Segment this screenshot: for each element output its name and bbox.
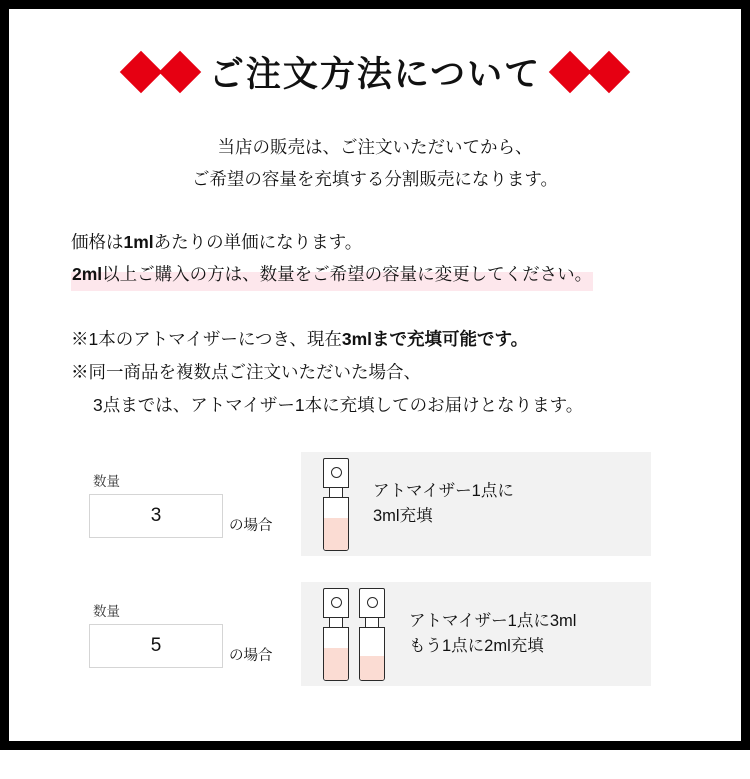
note-1-suffix: まで充填可能です。 (372, 328, 529, 349)
lead-line-2: ご希望の容量を充填する分割販売になります。 (191, 169, 559, 190)
diamond-icon (159, 51, 201, 93)
example-text-line-2: もう1点に2ml充填 (409, 637, 544, 656)
quantity-input[interactable]: 3 (89, 494, 223, 538)
quantity-inline (89, 624, 301, 668)
price-line-1 (71, 226, 741, 258)
atomizer-cap-icon (323, 458, 349, 488)
example-text-line-2: 3ml充填 (373, 507, 433, 526)
price-block (9, 226, 741, 291)
atomizer-neck-icon (329, 488, 343, 497)
notes-block (9, 323, 741, 423)
diamond-ornament-right-icon (555, 57, 624, 87)
quantity-column (89, 470, 301, 538)
example-row (89, 582, 741, 686)
example-panel (301, 452, 651, 556)
note-line-2: ※同一商品を複数点ご注文いただいた場合、 (71, 361, 421, 382)
quantity-inline (89, 494, 301, 538)
atomizer-group (323, 588, 385, 681)
page-title-row (9, 47, 741, 97)
atomizer-body-icon (359, 627, 385, 681)
atomizer-neck-icon (365, 618, 379, 627)
quantity-input[interactable]: 5 (89, 624, 223, 668)
lead-line-1: 当店の販売は、ご注文いただいてから、 (217, 137, 533, 157)
note-1-capacity: 3ml (341, 328, 372, 349)
diamond-icon (120, 51, 162, 93)
example-panel (301, 582, 651, 686)
example-text-line-1: アトマイザー1点に3ml (409, 611, 577, 630)
note-line-1 (71, 323, 741, 356)
price-line-1-prefix: 価格は (71, 231, 124, 252)
atomizer-fill-level (324, 648, 348, 680)
example-row (89, 452, 741, 556)
price-line-2 (71, 258, 593, 290)
price-line-1-suffix: あたりの単価になります。 (153, 231, 363, 252)
price-threshold-value: 2ml (72, 264, 103, 285)
atomizer-neck-icon (329, 618, 343, 627)
atomizer-nozzle-icon (367, 597, 378, 608)
example-text-line-1: アトマイザー1点に (373, 481, 514, 500)
quantity-label: 数量 (93, 474, 120, 490)
atomizer-fill-level (324, 518, 348, 550)
quantity-label: 数量 (93, 604, 120, 620)
atomizer-icon (359, 588, 385, 681)
atomizer-fill-level (360, 656, 384, 679)
atomizer-icon (323, 588, 349, 681)
price-unit-value: 1ml (123, 231, 154, 252)
page-content (9, 47, 741, 779)
atomizer-body-icon (323, 497, 349, 551)
atomizer-cap-icon (323, 588, 349, 618)
diamond-icon (588, 51, 630, 93)
note-line-3: 3点までは、アトマイザー1本に充填してのお届けとなります。 (93, 395, 584, 415)
atomizer-nozzle-icon (331, 467, 342, 478)
price-line-2-wrapper (71, 258, 741, 290)
diamond-ornament-left-icon (126, 57, 195, 87)
atomizer-group (323, 458, 349, 551)
example-panel-text (373, 479, 514, 530)
atomizer-cap-icon (359, 588, 385, 618)
note-1-prefix: ※1本のアトマイザーにつき、現在 (71, 328, 342, 349)
lead-paragraph (9, 131, 741, 196)
atomizer-body-icon (323, 627, 349, 681)
page-title: ご注文方法について (208, 55, 542, 94)
quantity-suffix: の場合 (229, 518, 273, 535)
atomizer-nozzle-icon (331, 597, 342, 608)
diamond-icon (549, 51, 591, 93)
price-line-2-text: 以上ご購入の方は、数量をご希望の容量に変更してください。 (102, 264, 593, 285)
example-panel-text (409, 609, 576, 660)
quantity-suffix: の場合 (229, 648, 273, 665)
examples-section (9, 452, 741, 686)
quantity-column (89, 600, 301, 668)
atomizer-icon (323, 458, 349, 551)
